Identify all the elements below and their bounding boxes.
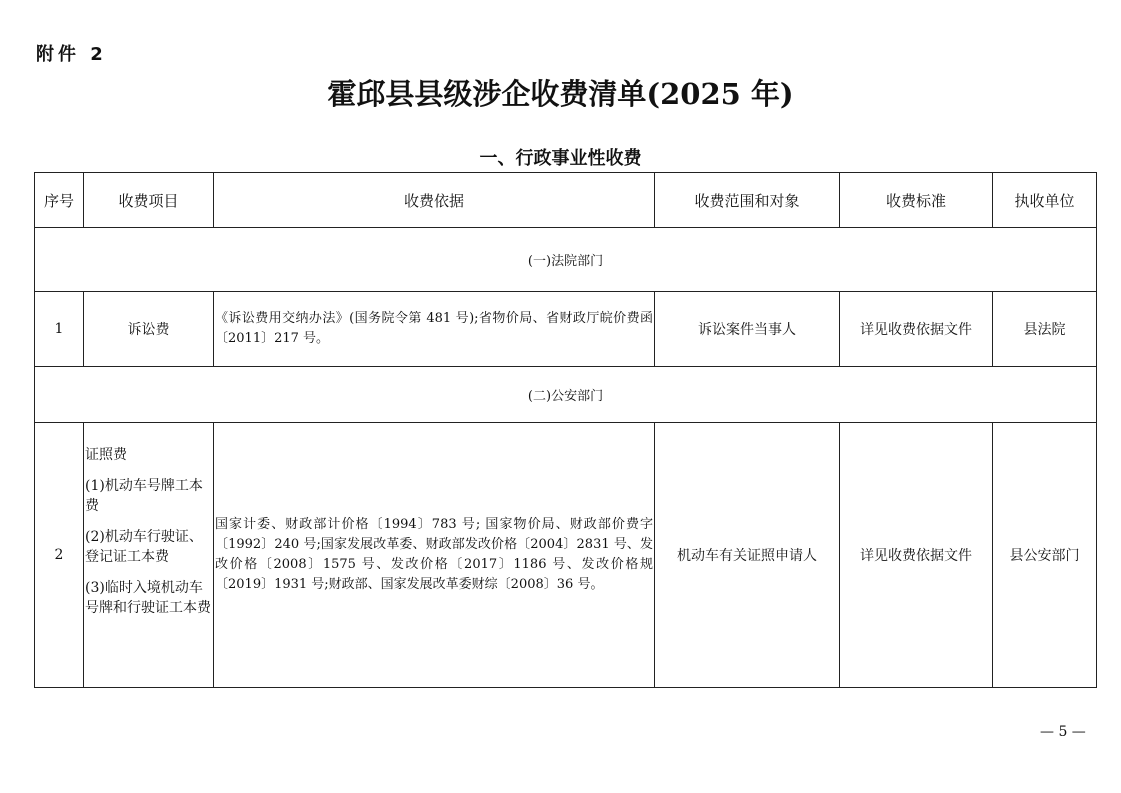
department-police: (二)公安部门: [35, 367, 1097, 423]
row-no: 1: [35, 292, 84, 367]
header-standard: 收费标准: [840, 173, 993, 228]
item-line: (2)机动车行驶证、登记证工本费: [85, 529, 203, 565]
header-scope: 收费范围和对象: [655, 173, 840, 228]
header-item: 收费项目: [84, 173, 214, 228]
row-unit: 县公安部门: [993, 423, 1097, 688]
document-title: 霍邱县县级涉企收费清单(2025 年): [327, 77, 794, 111]
row-no: 2: [35, 423, 84, 688]
item-line: 证照费: [85, 447, 127, 463]
row-scope: 机动车有关证照申请人: [655, 423, 840, 688]
row-item-list: [84, 423, 214, 688]
attachment-label: 附件 2: [36, 44, 107, 65]
page-number: — 5 —: [1040, 724, 1086, 740]
table-row: [35, 423, 1097, 688]
row-item: 诉讼费: [84, 292, 214, 367]
item-line: (3)临时入境机动车号牌和行驶证工本费: [85, 580, 211, 616]
row-basis: 《诉讼费用交纳办法》(国务院令第 481 号);省物价局、省财政厅皖价费函〔2011〕217 号。: [214, 292, 655, 367]
section-title: 一、行政事业性收费: [479, 148, 642, 169]
department-row-court: [35, 228, 1097, 292]
row-unit: 县法院: [993, 292, 1097, 367]
row-scope: 诉讼案件当事人: [655, 292, 840, 367]
header-no: 序号: [35, 173, 84, 228]
table-header-row: [35, 173, 1097, 228]
department-court: (一)法院部门: [35, 228, 1097, 292]
department-row-police: [35, 367, 1097, 423]
header-unit: 执收单位: [993, 173, 1097, 228]
header-basis: 收费依据: [214, 173, 655, 228]
item-line: (1)机动车号牌工本费: [85, 478, 203, 514]
row-basis: 国家计委、财政部计价格〔1994〕783 号; 国家物价局、财政部价费字〔1992〕240 号;国家发展改革委、财政部发改价格〔2004〕2831 号、发改价格〔2008〕1575 号、发改价格〔2017〕1186 号、发改价格规〔2019〕1931 号;财政部、国家发展改革委财综〔2008〕36 号。: [214, 423, 655, 688]
table-row: [35, 292, 1097, 367]
row-standard: 详见收费依据文件: [840, 423, 993, 688]
fee-table: [34, 172, 1097, 688]
row-standard: 详见收费依据文件: [840, 292, 993, 367]
